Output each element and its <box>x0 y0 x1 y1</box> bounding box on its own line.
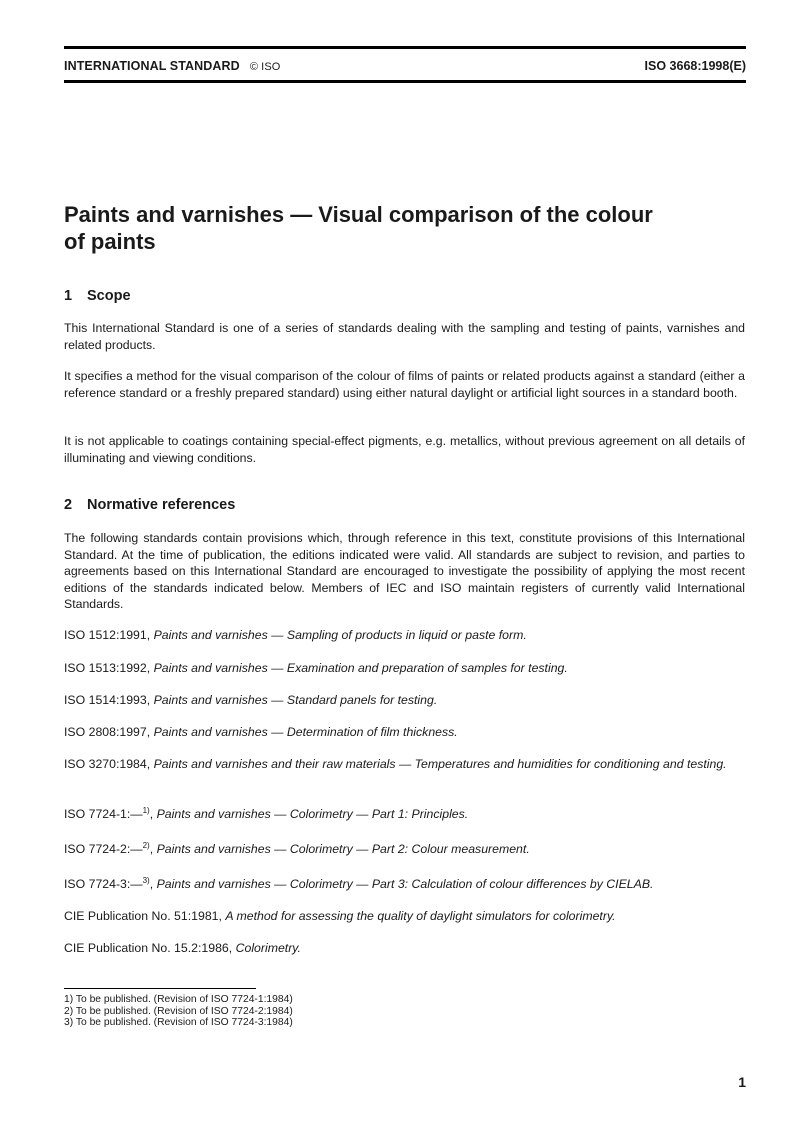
document-title <box>64 201 754 255</box>
reference-item <box>64 627 745 644</box>
scope-paragraph-2: It specifies a method for the visual comparison of the colour of films of paints or related products against a standard (either a reference standard or a freshly prepared standard) using either natural daylight or artificial light sources in a standard booth. <box>64 369 745 400</box>
reference-title: Paints and varnishes — Colorimetry — Part 3: Calculation of colour differences by CIELAB. <box>156 877 654 891</box>
reference-title: Paints and varnishes — Colorimetry — Part 2: Colour measurement. <box>156 842 530 856</box>
footnote: 2) To be published. (Revision of ISO 7724-2:1984) <box>64 1005 293 1017</box>
footnote-rule <box>64 988 256 989</box>
section-title: Normative references <box>87 497 236 513</box>
reference-id: ISO 1513:1992, <box>64 661 151 675</box>
reference-id: ISO 1512:1991, <box>64 628 151 642</box>
reference-id: ISO 7724-3:— <box>64 877 143 891</box>
reference-item <box>64 724 745 741</box>
header-copyright: © ISO <box>249 61 281 73</box>
reference-separator: , <box>149 807 154 821</box>
reference-title: Paints and varnishes — Examination and preparation of samples for testing. <box>153 661 568 675</box>
reference-item <box>64 876 745 893</box>
header-rule-bottom <box>64 80 746 83</box>
reference-id: ISO 7724-2:— <box>64 842 143 856</box>
header-standard-label: INTERNATIONAL STANDARD <box>64 59 240 73</box>
reference-title: Paints and varnishes — Sampling of products in liquid or paste form. <box>153 628 527 642</box>
reference-item <box>64 660 745 677</box>
footnote-marker: 2) <box>142 841 150 850</box>
page-number: 1 <box>738 1074 746 1090</box>
reference-id: ISO 7724-1:— <box>64 807 143 821</box>
header-left <box>64 59 280 73</box>
reference-item <box>64 806 745 823</box>
footnote: 1) To be published. (Revision of ISO 7724-1:1984) <box>64 994 293 1005</box>
reference-id: CIE Publication No. 51:1981, <box>64 909 222 923</box>
header-document-id: ISO 3668:1998(E) <box>644 59 746 73</box>
section-title: Scope <box>87 288 131 304</box>
reference-title: Paints and varnishes — Determination of film thickness. <box>153 725 458 739</box>
reference-id: ISO 1514:1993, <box>64 693 151 707</box>
reference-item <box>64 692 745 709</box>
reference-id: ISO 2808:1997, <box>64 725 151 739</box>
section-number: 1 <box>64 288 73 304</box>
reference-title: Paints and varnishes — Standard panels for testing. <box>153 693 438 707</box>
reference-item <box>64 908 745 925</box>
footnotes <box>64 994 293 1029</box>
reference-item <box>64 756 745 773</box>
reference-title: A method for assessing the quality of daylight simulators for colorimetry. <box>225 909 616 923</box>
section-heading-normative-references <box>64 497 235 513</box>
document-title-line-1: Paints and varnishes — Visual comparison of the colour <box>64 202 653 227</box>
reference-title: Paints and varnishes and their raw materials — Temperatures and humidities for conditioning and testing. <box>153 757 727 771</box>
reference-id: ISO 3270:1984, <box>64 757 151 771</box>
reference-title: Paints and varnishes — Colorimetry — Part 1: Principles. <box>156 807 469 821</box>
scope-paragraph-3: It is not applicable to coatings containing special-effect pigments, e.g. metallics, without previous agreement on all details of illuminating and viewing conditions. <box>64 434 745 465</box>
reference-item <box>64 940 745 957</box>
footnote-marker: 1) <box>142 806 150 815</box>
section-heading-scope <box>64 288 131 304</box>
document-title-line-2: of paints <box>64 229 156 254</box>
reference-separator: , <box>149 877 154 891</box>
footnote: 3) To be published. (Revision of ISO 7724-3:1984) <box>64 1017 293 1028</box>
reference-id: CIE Publication No. 15.2:1986, <box>64 941 233 955</box>
scope-paragraph-1: This International Standard is one of a series of standards dealing with the sampling and testing of paints, varnishes and related products. <box>64 321 745 352</box>
section-number: 2 <box>64 497 73 513</box>
header-rule-top <box>64 46 746 49</box>
footnote-marker: 3) <box>142 876 150 885</box>
reference-separator: , <box>149 842 154 856</box>
reference-item <box>64 841 745 858</box>
reference-title: Colorimetry. <box>235 941 301 955</box>
references-intro-paragraph: The following standards contain provisions which, through reference in this text, constitute provisions of this International Standard. At the time of publication, the editions indicated were valid. All standards are subject to revision, and parties to agreements based on this International Standard are encouraged to investigate the possibility of applying the most recent editions of the standards indicated below. Members of IEC and ISO maintain registers of currently valid International Standards. <box>64 531 745 611</box>
